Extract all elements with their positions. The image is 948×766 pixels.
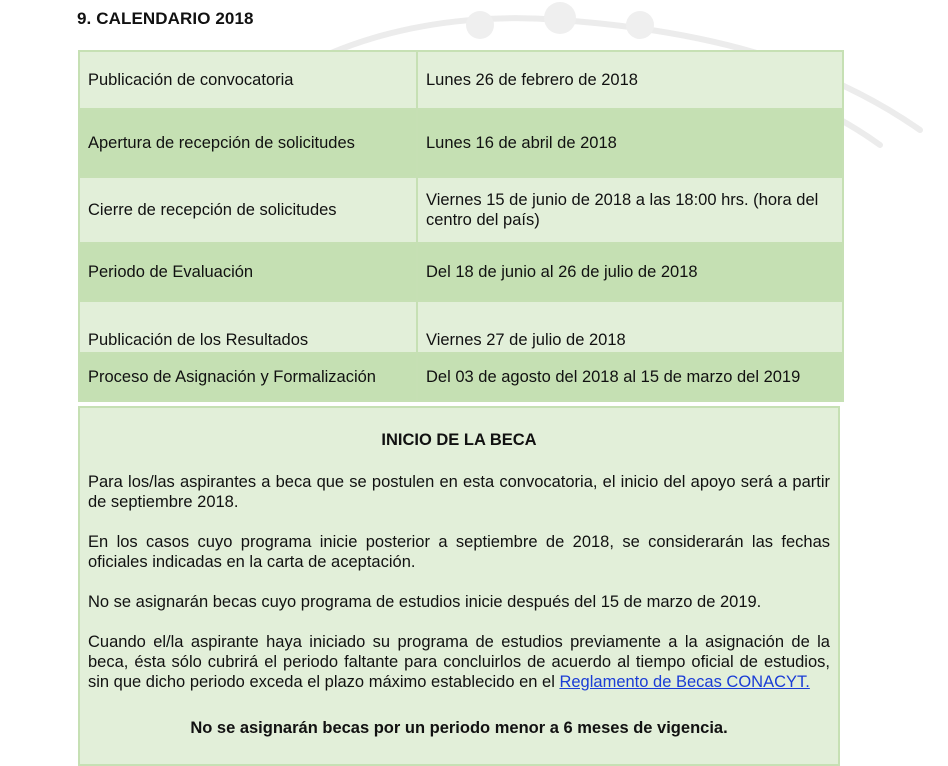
- table-row: [79, 177, 843, 243]
- table-row: [79, 353, 843, 401]
- table-row: [79, 109, 843, 177]
- calendar-date: Viernes 27 de julio de 2018: [417, 301, 843, 353]
- table-row: [79, 243, 843, 301]
- section-title: 9. CALENDARIO 2018: [77, 9, 254, 28]
- calendar-label: Publicación de los Resultados: [79, 301, 417, 353]
- table-row: [79, 51, 843, 109]
- calendar-table: [78, 50, 844, 402]
- beca-paragraph-started: [88, 632, 830, 692]
- calendar-date: Lunes 26 de febrero de 2018: [417, 51, 843, 109]
- calendar-label: Cierre de recepción de solicitudes: [79, 177, 417, 243]
- beca-paragraph-started-text: Cuando el/la aspirante haya iniciado su programa de estudios previamente a la asignación de la beca, ésta sólo cubrirá el periodo faltante para concluirlos de acuerdo al tiempo oficial de estudios, sin que dicho periodo exceda el plazo máximo establecido en el: [88, 633, 830, 691]
- calendar-label: Publicación de convocatoria: [79, 51, 417, 109]
- beca-minimum-notice: No se asignarán becas por un periodo menor a 6 meses de vigencia.: [190, 719, 728, 737]
- beca-title: INICIO DE LA BECA: [381, 431, 537, 449]
- table-row: [79, 301, 843, 353]
- calendar-date: Lunes 16 de abril de 2018: [417, 109, 843, 177]
- calendar-date: Del 18 de junio al 26 de julio de 2018: [417, 243, 843, 301]
- beca-paragraph-start: Para los/las aspirantes a beca que se postulen en esta convocatoria, el inicio del apoyo será a partir de septiembre 2018.: [88, 473, 830, 511]
- reglamento-link[interactable]: Reglamento de Becas CONACYT.: [559, 673, 810, 691]
- beca-paragraph-later-start: En los casos cuyo programa inicie posterior a septiembre de 2018, se considerarán las fechas oficiales indicadas en la carta de aceptación.: [88, 533, 830, 571]
- calendar-label: Periodo de Evaluación: [79, 243, 417, 301]
- calendar-label: Apertura de recepción de solicitudes: [79, 109, 417, 177]
- calendar-date: Viernes 15 de junio de 2018 a las 18:00 hrs. (hora del centro del país): [417, 177, 843, 243]
- calendar-label: Proceso de Asignación y Formalización: [79, 353, 417, 401]
- beca-info-box: [78, 406, 840, 766]
- beca-paragraph-deadline: No se asignarán becas cuyo programa de estudios inicie después del 15 de marzo de 2019.: [88, 593, 762, 611]
- calendar-date: Del 03 de agosto del 2018 al 15 de marzo del 2019: [417, 353, 843, 401]
